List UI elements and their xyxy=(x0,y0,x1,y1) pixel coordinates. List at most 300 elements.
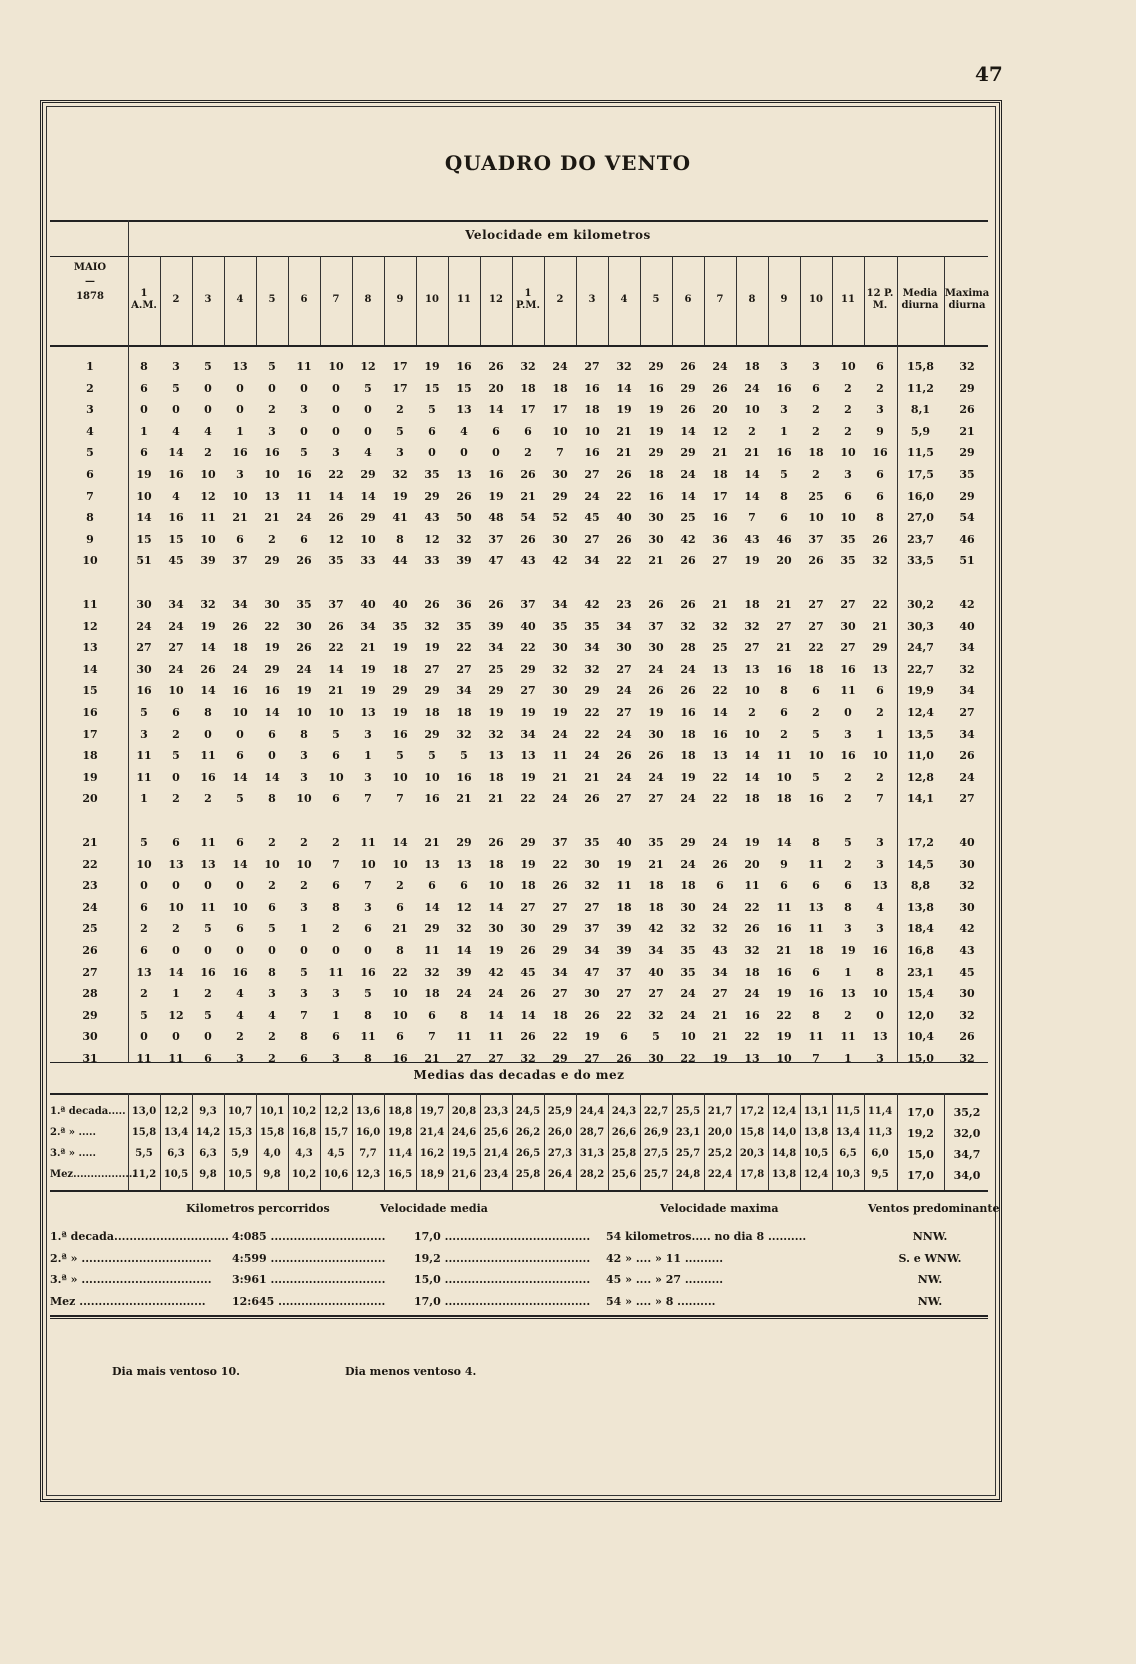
table-cell: 18 xyxy=(680,749,696,763)
medias-cell: 10,2 xyxy=(291,1106,317,1117)
table-cell: 32 xyxy=(712,619,728,633)
medias-cell: 16,8 xyxy=(291,1127,317,1138)
table-cell: 18 xyxy=(424,706,440,719)
table-cell: 5 xyxy=(172,381,180,395)
table-cell: 35 xyxy=(456,619,472,633)
medias-cell: 26,9 xyxy=(643,1127,669,1138)
table-cell: 27 xyxy=(168,641,184,655)
table-cell: 22 xyxy=(616,489,632,503)
table-cell: 24 xyxy=(456,987,472,1001)
table-cell: 14 xyxy=(744,770,760,784)
medias-cell: 19,8 xyxy=(387,1127,413,1138)
table-cell: 10 xyxy=(392,1008,408,1022)
table-cell: 10 xyxy=(584,424,600,438)
medias-cell: 25,8 xyxy=(515,1169,541,1180)
maxima-cell: 51 xyxy=(959,554,975,568)
table-cell: 12 xyxy=(328,532,344,546)
media-cell: 14,5 xyxy=(907,857,934,871)
medias-cell: 28,7 xyxy=(579,1127,605,1138)
table-cell: 19 xyxy=(200,619,216,633)
table-cell: 35 xyxy=(392,619,408,633)
table-cell: 14 xyxy=(328,489,344,503)
table-cell: 7 xyxy=(364,792,372,806)
table-cell: 3 xyxy=(844,922,852,936)
hour-header: 9 xyxy=(780,294,788,305)
table-cell: 13 xyxy=(200,857,216,871)
table-cell: 24 xyxy=(552,727,568,741)
table-cell: 14 xyxy=(168,965,184,979)
medias-cell: 15,7 xyxy=(323,1127,349,1138)
table-cell: 19 xyxy=(584,1030,600,1044)
table-cell: 16 xyxy=(584,446,600,460)
table-cell: 35 xyxy=(680,944,696,957)
medias-cell: 10,5 xyxy=(227,1169,253,1180)
table-cell: 18 xyxy=(488,770,504,784)
table-cell: 24 xyxy=(584,749,600,763)
table-cell: 3 xyxy=(268,424,276,438)
table-cell: 11 xyxy=(328,965,344,979)
table-cell: 24 xyxy=(712,360,728,373)
table-cell: 0 xyxy=(460,446,468,460)
maio-dash: — xyxy=(85,276,95,287)
table-cell: 10 xyxy=(840,446,856,460)
table-cell: 2 xyxy=(236,1030,244,1044)
medias-cell: 12,2 xyxy=(323,1106,349,1117)
table-cell: 11 xyxy=(552,749,568,763)
table-cell: 8 xyxy=(268,965,276,979)
table-cell: 8 xyxy=(780,684,788,698)
table-cell: 21 xyxy=(648,554,664,568)
table-cell: 4 xyxy=(460,424,468,438)
table-cell: 29 xyxy=(520,836,536,849)
table-cell: 2 xyxy=(844,857,852,871)
table-cell: 3 xyxy=(332,1052,340,1065)
table-cell: 19 xyxy=(552,706,568,719)
table-cell: 27 xyxy=(584,532,600,546)
table-cell: 30 xyxy=(648,1052,664,1065)
table-cell: 24 xyxy=(680,662,696,676)
table-cell: 24 xyxy=(616,684,632,698)
table-cell: 42 xyxy=(648,922,664,936)
table-cell: 30 xyxy=(552,684,568,698)
medias-cell: 9,8 xyxy=(263,1169,281,1180)
table-cell: 8 xyxy=(300,1030,308,1044)
table-cell: 22 xyxy=(520,792,536,806)
table-cell: 26 xyxy=(712,381,728,395)
table-cell: 7 xyxy=(748,511,756,525)
table-cell: 3 xyxy=(268,987,276,1001)
table-cell: 29 xyxy=(264,662,280,676)
table-cell: 22 xyxy=(680,1052,696,1065)
table-cell: 11 xyxy=(296,360,312,373)
table-cell: 22 xyxy=(552,1030,568,1044)
table-cell: 0 xyxy=(236,403,244,417)
table-cell: 2 xyxy=(268,1030,276,1044)
table-cell: 10 xyxy=(808,511,824,525)
table-cell: 21 xyxy=(776,598,792,611)
table-cell: 8 xyxy=(396,532,404,546)
table-cell: 32 xyxy=(584,662,600,676)
table-cell: 6 xyxy=(428,424,436,438)
table-cell: 26 xyxy=(520,944,536,957)
table-cell: 13 xyxy=(808,900,824,914)
table-cell: 26 xyxy=(680,554,696,568)
table-cell: 10 xyxy=(200,468,216,481)
medias-cell: 25,6 xyxy=(611,1169,637,1180)
table-cell: 27 xyxy=(712,554,728,568)
table-cell: 19 xyxy=(360,684,376,698)
table-cell: 6 xyxy=(332,1030,340,1044)
table-cell: 21 xyxy=(648,857,664,871)
table-cell: 16 xyxy=(840,749,856,763)
table-cell: 6 xyxy=(140,944,148,957)
table-cell: 19 xyxy=(488,489,504,503)
table-cell: 4 xyxy=(268,1008,276,1022)
table-cell: 5 xyxy=(172,749,180,763)
table-cell: 22 xyxy=(744,1030,760,1044)
table-cell: 34 xyxy=(232,598,248,611)
table-cell: 26 xyxy=(616,532,632,546)
table-cell: 2 xyxy=(844,770,852,784)
table-cell: 29 xyxy=(680,836,696,849)
table-cell: 14 xyxy=(712,706,728,719)
table-cell: 24 xyxy=(584,489,600,503)
summary-label: 1.ª decada.............................. xyxy=(50,1230,229,1243)
table-cell: 11 xyxy=(168,1052,184,1065)
table-cell: 1 xyxy=(844,965,852,979)
table-cell: 11 xyxy=(488,1030,504,1044)
rule-line xyxy=(50,1318,988,1319)
table-cell: 12 xyxy=(200,489,216,503)
table-cell: 21 xyxy=(776,641,792,655)
table-cell: 11 xyxy=(840,684,856,698)
table-cell: 13 xyxy=(232,360,248,373)
medias-cell: 26,0 xyxy=(547,1127,573,1138)
table-cell: 3 xyxy=(140,727,148,741)
medias-cell: 17,8 xyxy=(739,1169,765,1180)
table-cell: 10 xyxy=(840,511,856,525)
medias-cell: 24,4 xyxy=(579,1106,605,1117)
table-cell: 2 xyxy=(300,879,308,893)
table-cell: 24 xyxy=(488,987,504,1001)
table-cell: 30 xyxy=(616,641,632,655)
medias-cell: 13,6 xyxy=(355,1106,381,1117)
table-cell: 30 xyxy=(648,727,664,741)
table-cell: 40 xyxy=(648,965,664,979)
table-cell: 52 xyxy=(552,511,568,525)
media-cell: 23,7 xyxy=(907,532,934,546)
medias-cell: 22,4 xyxy=(707,1169,733,1180)
table-cell: 26 xyxy=(200,662,216,676)
table-cell: 8 xyxy=(844,900,852,914)
table-cell: 14 xyxy=(168,446,184,460)
medias-cell: 12,4 xyxy=(771,1106,797,1117)
column-divider xyxy=(897,256,898,1062)
table-cell: 5 xyxy=(140,836,148,849)
table-cell: 6 xyxy=(300,1052,308,1065)
table-cell: 22 xyxy=(456,641,472,655)
summary-km: 12:645 ............................ xyxy=(232,1294,386,1308)
column-divider xyxy=(944,256,945,345)
summary-vmax: 45 » .... » 27 .......... xyxy=(606,1273,724,1286)
table-cell: 7 xyxy=(364,879,372,893)
table-cell: 0 xyxy=(268,749,276,763)
table-cell: 16 xyxy=(488,468,504,481)
table-cell: 1 xyxy=(876,727,884,741)
table-cell: 8 xyxy=(460,1008,468,1022)
table-cell: 26 xyxy=(328,619,344,633)
table-cell: 34 xyxy=(648,944,664,957)
table-cell: 27 xyxy=(520,684,536,698)
table-cell: 8 xyxy=(812,836,820,849)
table-cell: 19 xyxy=(392,489,408,503)
table-cell: 16 xyxy=(392,1052,408,1065)
table-cell: 24 xyxy=(232,662,248,676)
table-cell: 42 xyxy=(680,532,696,546)
table-cell: 10 xyxy=(136,857,152,871)
table-cell: 34 xyxy=(520,727,536,741)
page-number: 47 xyxy=(975,62,1003,86)
table-cell: 13 xyxy=(840,987,856,1001)
table-cell: 16 xyxy=(360,965,376,979)
table-cell: 35 xyxy=(840,554,856,568)
table-cell: 11 xyxy=(360,836,376,849)
table-cell: 43 xyxy=(424,511,440,525)
table-cell: 2 xyxy=(876,706,884,719)
table-cell: 12 xyxy=(456,900,472,914)
table-cell: 19 xyxy=(712,1052,728,1065)
table-cell: 3 xyxy=(300,749,308,763)
medias-cell: 6,5 xyxy=(839,1148,857,1159)
table-cell: 6 xyxy=(140,900,148,914)
table-cell: 3 xyxy=(300,900,308,914)
table-cell: 0 xyxy=(236,727,244,741)
media-cell: 24,7 xyxy=(907,641,934,655)
medias-cell: 12,2 xyxy=(163,1106,189,1117)
decada-label: 1.ª decada..... xyxy=(50,1106,126,1117)
media-cell: 11,2 xyxy=(907,381,934,395)
summary-km: 4:599 .............................. xyxy=(232,1251,386,1265)
table-cell: 19 xyxy=(680,770,696,784)
maxima-cell: 26 xyxy=(959,403,975,417)
table-cell: 4 xyxy=(236,1008,244,1022)
table-cell: 7 xyxy=(300,1008,308,1022)
table-cell: 0 xyxy=(332,403,340,417)
table-cell: 14 xyxy=(392,836,408,849)
table-cell: 19 xyxy=(488,944,504,957)
table-cell: 37 xyxy=(616,965,632,979)
table-cell: 10 xyxy=(488,879,504,893)
table-cell: 8 xyxy=(780,489,788,503)
day-label: 19 xyxy=(82,770,98,784)
table-cell: 3 xyxy=(364,900,372,914)
table-cell: 9 xyxy=(780,857,788,871)
table-cell: 26 xyxy=(648,598,664,611)
table-cell: 6 xyxy=(716,879,724,893)
table-cell: 13 xyxy=(264,489,280,503)
medias-cell: 15,3 xyxy=(227,1127,253,1138)
table-cell: 0 xyxy=(492,446,500,460)
table-cell: 3 xyxy=(364,770,372,784)
table-cell: 10 xyxy=(264,857,280,871)
table-cell: 13 xyxy=(488,749,504,763)
table-cell: 10 xyxy=(808,749,824,763)
table-cell: 18 xyxy=(552,381,568,395)
table-cell: 35 xyxy=(584,836,600,849)
medias-cell: 27,5 xyxy=(643,1148,669,1159)
table-cell: 34 xyxy=(584,554,600,568)
table-cell: 26 xyxy=(680,684,696,698)
table-cell: 24 xyxy=(680,1008,696,1022)
table-cell: 37 xyxy=(328,598,344,611)
table-cell: 47 xyxy=(488,554,504,568)
summary-ventos: NW. xyxy=(917,1273,943,1286)
medias-cell: 31,3 xyxy=(579,1148,605,1159)
medias-cell: 9,5 xyxy=(871,1169,889,1180)
maxima-cell: 40 xyxy=(959,836,975,849)
table-cell: 22 xyxy=(744,900,760,914)
table-cell: 6 xyxy=(268,900,276,914)
table-cell: 21 xyxy=(488,792,504,806)
table-cell: 30 xyxy=(552,532,568,546)
medias-cell: 5,5 xyxy=(135,1148,153,1159)
medias-cell: 4,0 xyxy=(263,1148,281,1159)
hour-header: 4 xyxy=(236,294,244,305)
table-cell: 25 xyxy=(712,641,728,655)
table-cell: 13 xyxy=(712,749,728,763)
table-cell: 6 xyxy=(780,706,788,719)
table-cell: 30 xyxy=(648,532,664,546)
table-cell: 21 xyxy=(360,641,376,655)
maxima-cell: 32 xyxy=(959,1008,975,1022)
medias-cell: 18,9 xyxy=(419,1169,445,1180)
table-cell: 16 xyxy=(456,360,472,373)
medias-cell: 24,5 xyxy=(515,1106,541,1117)
table-cell: 6 xyxy=(332,792,340,806)
table-cell: 11 xyxy=(808,922,824,936)
table-cell: 16 xyxy=(264,446,280,460)
media-cell: 14,1 xyxy=(907,792,934,806)
table-cell: 43 xyxy=(712,944,728,957)
table-cell: 30 xyxy=(648,511,664,525)
day-label: 31 xyxy=(82,1052,98,1065)
table-cell: 2 xyxy=(748,424,756,438)
table-cell: 24 xyxy=(552,792,568,806)
summary-vmed: 17,0 ...................................... xyxy=(414,1230,591,1243)
medias-cell: 26,4 xyxy=(547,1169,573,1180)
medias-cell: 12,3 xyxy=(355,1169,381,1180)
table-cell: 19 xyxy=(744,554,760,568)
table-cell: 5 xyxy=(204,1008,212,1022)
day-label: 8 xyxy=(86,511,94,525)
table-cell: 33 xyxy=(424,554,440,568)
table-cell: 16 xyxy=(232,684,248,698)
table-cell: 18 xyxy=(744,598,760,611)
medias-cell: 25,7 xyxy=(675,1148,701,1159)
table-cell: 2 xyxy=(140,922,148,936)
medias-media: 17,0 xyxy=(907,1169,934,1182)
table-cell: 0 xyxy=(172,1030,180,1044)
hour-header: 6 xyxy=(684,294,692,305)
table-cell: 13 xyxy=(456,857,472,871)
table-cell: 26 xyxy=(552,879,568,893)
table-cell: 10 xyxy=(872,987,888,1001)
rule-line xyxy=(50,1315,988,1317)
summary-vmax: 54 kilometros..... no dia 8 .......... xyxy=(606,1230,807,1243)
hour-header: 5 xyxy=(268,294,276,305)
medias-maxima: 35,2 xyxy=(953,1106,981,1119)
table-cell: 16 xyxy=(776,446,792,460)
table-cell: 10 xyxy=(552,424,568,438)
table-cell: 24 xyxy=(744,987,760,1001)
table-cell: 10 xyxy=(360,532,376,546)
hour-header: 9 xyxy=(396,294,404,305)
medias-cell: 6,0 xyxy=(871,1148,889,1159)
table-cell: 21 xyxy=(520,489,536,503)
table-cell: 5 xyxy=(332,727,340,741)
table-cell: 6 xyxy=(268,727,276,741)
table-cell: 6 xyxy=(236,749,244,763)
table-cell: 2 xyxy=(876,770,884,784)
medias-cell: 15,8 xyxy=(739,1127,765,1138)
maxima-cell: 29 xyxy=(959,381,975,395)
table-cell: 29 xyxy=(680,446,696,460)
table-cell: 26 xyxy=(296,554,312,568)
table-cell: 27 xyxy=(552,987,568,1001)
table-cell: 19 xyxy=(744,836,760,849)
ventos-header: Ventos predominante xyxy=(868,1202,1000,1215)
table-cell: 7 xyxy=(876,792,884,806)
table-cell: 3 xyxy=(876,836,884,849)
medias-cell: 15,8 xyxy=(259,1127,285,1138)
table-cell: 24 xyxy=(552,360,568,373)
table-cell: 0 xyxy=(204,879,212,893)
table-cell: 10 xyxy=(168,684,184,698)
table-cell: 44 xyxy=(392,554,408,568)
table-cell: 29 xyxy=(648,360,664,373)
medias-cell: 26,5 xyxy=(515,1148,541,1159)
table-cell: 20 xyxy=(744,857,760,871)
table-cell: 21 xyxy=(552,770,568,784)
medias-cell: 11,3 xyxy=(867,1127,893,1138)
table-cell: 14 xyxy=(264,770,280,784)
table-cell: 39 xyxy=(488,619,504,633)
table-cell: 51 xyxy=(136,554,152,568)
summary-label: 2.ª » .................................. xyxy=(50,1251,212,1265)
table-cell: 14 xyxy=(744,749,760,763)
table-cell: 19 xyxy=(776,987,792,1001)
day-label: 15 xyxy=(82,684,98,698)
maxima-cell: 34 xyxy=(959,641,975,655)
table-title: QUADRO DO VENTO xyxy=(444,151,692,175)
table-cell: 29 xyxy=(264,554,280,568)
table-cell: 25 xyxy=(488,662,504,676)
table-cell: 2 xyxy=(780,727,788,741)
maxima-cell: 34 xyxy=(959,684,975,698)
table-cell: 2 xyxy=(844,424,852,438)
table-cell: 27 xyxy=(616,706,632,719)
table-cell: 10 xyxy=(168,900,184,914)
table-cell: 14 xyxy=(520,1008,536,1022)
table-cell: 5 xyxy=(268,360,276,373)
table-cell: 16 xyxy=(264,684,280,698)
table-cell: 22 xyxy=(776,1008,792,1022)
table-cell: 5 xyxy=(204,922,212,936)
table-cell: 37 xyxy=(648,619,664,633)
table-cell: 24 xyxy=(136,619,152,633)
table-cell: 5 xyxy=(844,836,852,849)
table-cell: 26 xyxy=(808,554,824,568)
